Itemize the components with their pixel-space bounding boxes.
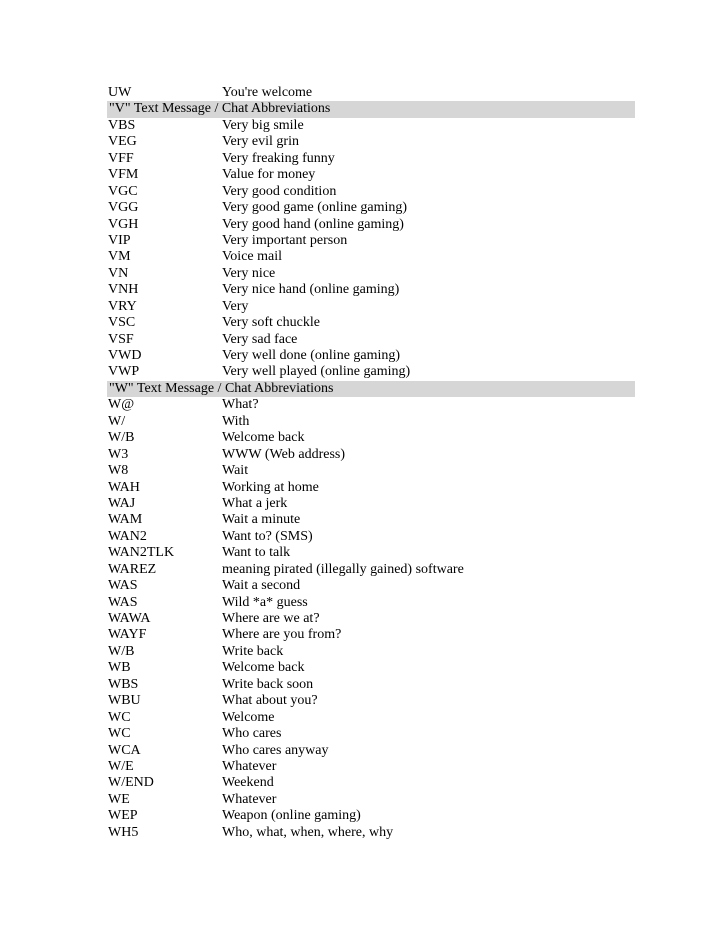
abbreviation-row [107, 480, 635, 496]
abbreviation-term: W/END [108, 775, 154, 791]
abbreviation-row [107, 710, 635, 726]
abbreviation-meaning: Very good hand (online gaming) [222, 216, 404, 232]
abbreviation-meaning: Value for money [222, 167, 316, 183]
abbreviation-term: WAWA [108, 611, 151, 626]
abbreviation-meaning: Very good game (online gaming) [222, 200, 408, 216]
abbreviation-meaning: Whatever [222, 758, 277, 774]
abbreviation-term: VGH [108, 216, 139, 232]
abbreviation-meaning: Wild *a* guess [222, 594, 308, 610]
abbreviation-row [107, 315, 635, 331]
abbreviation-term: VIP [108, 232, 131, 248]
abbreviation-row [107, 282, 635, 298]
abbreviation-meaning: Who, what, when, where, why [222, 824, 394, 840]
abbreviation-term: WAN2 [108, 528, 147, 544]
abbreviation-row [107, 397, 635, 413]
abbreviation-row [107, 414, 635, 430]
abbreviation-term: WAN2TLK [108, 545, 175, 561]
abbreviation-term: WC [108, 726, 131, 742]
abbreviation-term: VGG [108, 200, 139, 216]
abbreviation-row [107, 792, 635, 808]
abbreviation-meaning: You're welcome [222, 85, 313, 100]
abbreviation-meaning: What about you? [222, 693, 318, 709]
abbreviation-meaning: Very big smile [222, 117, 304, 133]
abbreviation-meaning: What? [222, 397, 259, 413]
abbreviation-meaning: Whatever [222, 791, 277, 807]
abbreviation-meaning: Want to talk [222, 545, 291, 561]
abbreviation-row [107, 545, 635, 561]
abbreviation-row [107, 726, 635, 742]
abbreviation-term: WAYF [108, 627, 147, 643]
abbreviation-row [107, 134, 635, 150]
abbreviation-term: W/ [108, 413, 126, 429]
abbreviation-meaning: Wait a second [222, 578, 301, 594]
section-header [107, 101, 635, 117]
section-header [107, 381, 635, 397]
abbreviation-row [107, 775, 635, 791]
abbreviation-term: WC [108, 709, 131, 725]
abbreviation-row [107, 430, 635, 446]
abbreviation-meaning: Very important person [222, 232, 348, 248]
abbreviation-term: WAM [108, 512, 143, 528]
abbreviation-row [107, 512, 635, 528]
abbreviation-meaning: Very evil grin [222, 134, 299, 150]
abbreviation-row [107, 118, 635, 134]
abbreviation-term: WBS [108, 676, 139, 692]
abbreviation-term: VSF [108, 331, 134, 347]
abbreviation-row [107, 562, 635, 578]
abbreviation-meaning: Wait [222, 463, 249, 479]
abbreviation-meaning: Who cares [222, 726, 282, 742]
abbreviation-row [107, 364, 635, 380]
abbreviation-meaning: Very well played (online gaming) [222, 364, 411, 380]
abbreviation-row [107, 743, 635, 759]
abbreviation-term: W8 [108, 463, 129, 479]
abbreviation-row [107, 266, 635, 282]
abbreviation-term: VFM [108, 167, 139, 183]
abbreviation-meaning: Very well done (online gaming) [222, 348, 401, 363]
abbreviation-term: WAJ [108, 495, 136, 511]
abbreviation-row [107, 233, 635, 249]
abbreviation-meaning: Voice mail [222, 249, 283, 265]
abbreviation-term: W/E [108, 758, 134, 774]
abbreviation-list [107, 85, 635, 841]
abbreviation-meaning: Want to? (SMS) [222, 528, 313, 544]
abbreviation-term: W@ [108, 397, 135, 413]
abbreviation-term: WH5 [108, 824, 139, 840]
abbreviation-row [107, 299, 635, 315]
abbreviation-term: WCA [108, 742, 141, 758]
abbreviation-term: VWD [108, 348, 142, 363]
abbreviation-term: WAS [108, 578, 138, 594]
section-header-text: "W" Text Message / Chat Abbreviations [109, 380, 334, 396]
abbreviation-meaning: Welcome back [222, 660, 305, 676]
abbreviation-row [107, 348, 635, 364]
abbreviation-row [107, 825, 635, 841]
abbreviation-row [107, 463, 635, 479]
abbreviation-term: VSC [108, 315, 136, 331]
abbreviation-meaning: Very good condition [222, 183, 337, 199]
abbreviation-term: VNH [108, 282, 139, 298]
abbreviation-meaning: Weekend [222, 775, 274, 791]
abbreviation-row [107, 496, 635, 512]
abbreviation-term: WAS [108, 594, 138, 610]
abbreviation-term: VM [108, 249, 131, 265]
abbreviation-term: UW [108, 85, 132, 100]
abbreviation-term: VGC [108, 183, 138, 199]
abbreviation-row [107, 200, 635, 216]
abbreviation-meaning: Weapon (online gaming) [222, 808, 361, 824]
abbreviation-term: W/B [108, 430, 135, 446]
abbreviation-meaning: Wait a minute [222, 512, 301, 528]
abbreviation-row [107, 578, 635, 594]
abbreviation-meaning: Very freaking funny [222, 150, 335, 166]
abbreviation-meaning: WWW (Web address) [222, 446, 346, 462]
abbreviation-meaning: Very nice [222, 265, 276, 281]
abbreviation-meaning: Write back soon [222, 676, 314, 692]
abbreviation-row [107, 660, 635, 676]
abbreviation-term: WBU [108, 693, 141, 709]
abbreviation-term: VBS [108, 117, 136, 133]
abbreviation-row [107, 447, 635, 463]
section-header-text: "V" Text Message / Chat Abbreviations [109, 101, 331, 117]
abbreviation-meaning: meaning pirated (illegally gained) software [222, 561, 464, 577]
abbreviation-term: VWP [108, 364, 140, 380]
abbreviation-meaning: With [222, 413, 250, 429]
abbreviation-meaning: Very nice hand (online gaming) [222, 282, 400, 298]
abbreviation-row [107, 627, 635, 643]
abbreviation-meaning: Very sad face [222, 331, 298, 347]
abbreviation-meaning: Very soft chuckle [222, 315, 320, 331]
abbreviation-row [107, 332, 635, 348]
abbreviation-term: WEP [108, 808, 138, 824]
abbreviation-term: VEG [108, 134, 137, 150]
abbreviation-row [107, 693, 635, 709]
abbreviation-row [107, 611, 635, 627]
abbreviation-term: WAH [108, 479, 140, 495]
abbreviation-row [107, 759, 635, 775]
abbreviation-term: WB [108, 660, 131, 676]
abbreviation-term: W/B [108, 643, 135, 659]
abbreviation-meaning: Welcome [222, 709, 275, 725]
abbreviation-row [107, 529, 635, 545]
abbreviation-term: WAREZ [108, 561, 157, 577]
abbreviation-meaning: What a jerk [222, 495, 288, 511]
abbreviation-row [107, 151, 635, 167]
abbreviation-term: VN [108, 265, 129, 281]
abbreviation-meaning: Where are we at? [222, 611, 320, 626]
abbreviation-term: W3 [108, 446, 129, 462]
abbreviation-row [107, 167, 635, 183]
abbreviation-term: WE [108, 791, 130, 807]
abbreviation-row [107, 217, 635, 233]
abbreviation-meaning: Who cares anyway [222, 742, 329, 758]
abbreviation-row [107, 808, 635, 824]
abbreviation-meaning: Write back [222, 643, 284, 659]
abbreviation-row [107, 249, 635, 265]
abbreviation-term: VRY [108, 298, 137, 314]
abbreviation-row [107, 677, 635, 693]
abbreviation-row [107, 184, 635, 200]
abbreviation-row [107, 644, 635, 660]
abbreviation-meaning: Where are you from? [222, 627, 342, 643]
abbreviation-row [107, 595, 635, 611]
abbreviation-row [107, 85, 635, 101]
abbreviation-meaning: Welcome back [222, 430, 305, 446]
abbreviation-meaning: Very [222, 298, 249, 314]
abbreviation-meaning: Working at home [222, 479, 319, 495]
abbreviation-term: VFF [108, 150, 134, 166]
